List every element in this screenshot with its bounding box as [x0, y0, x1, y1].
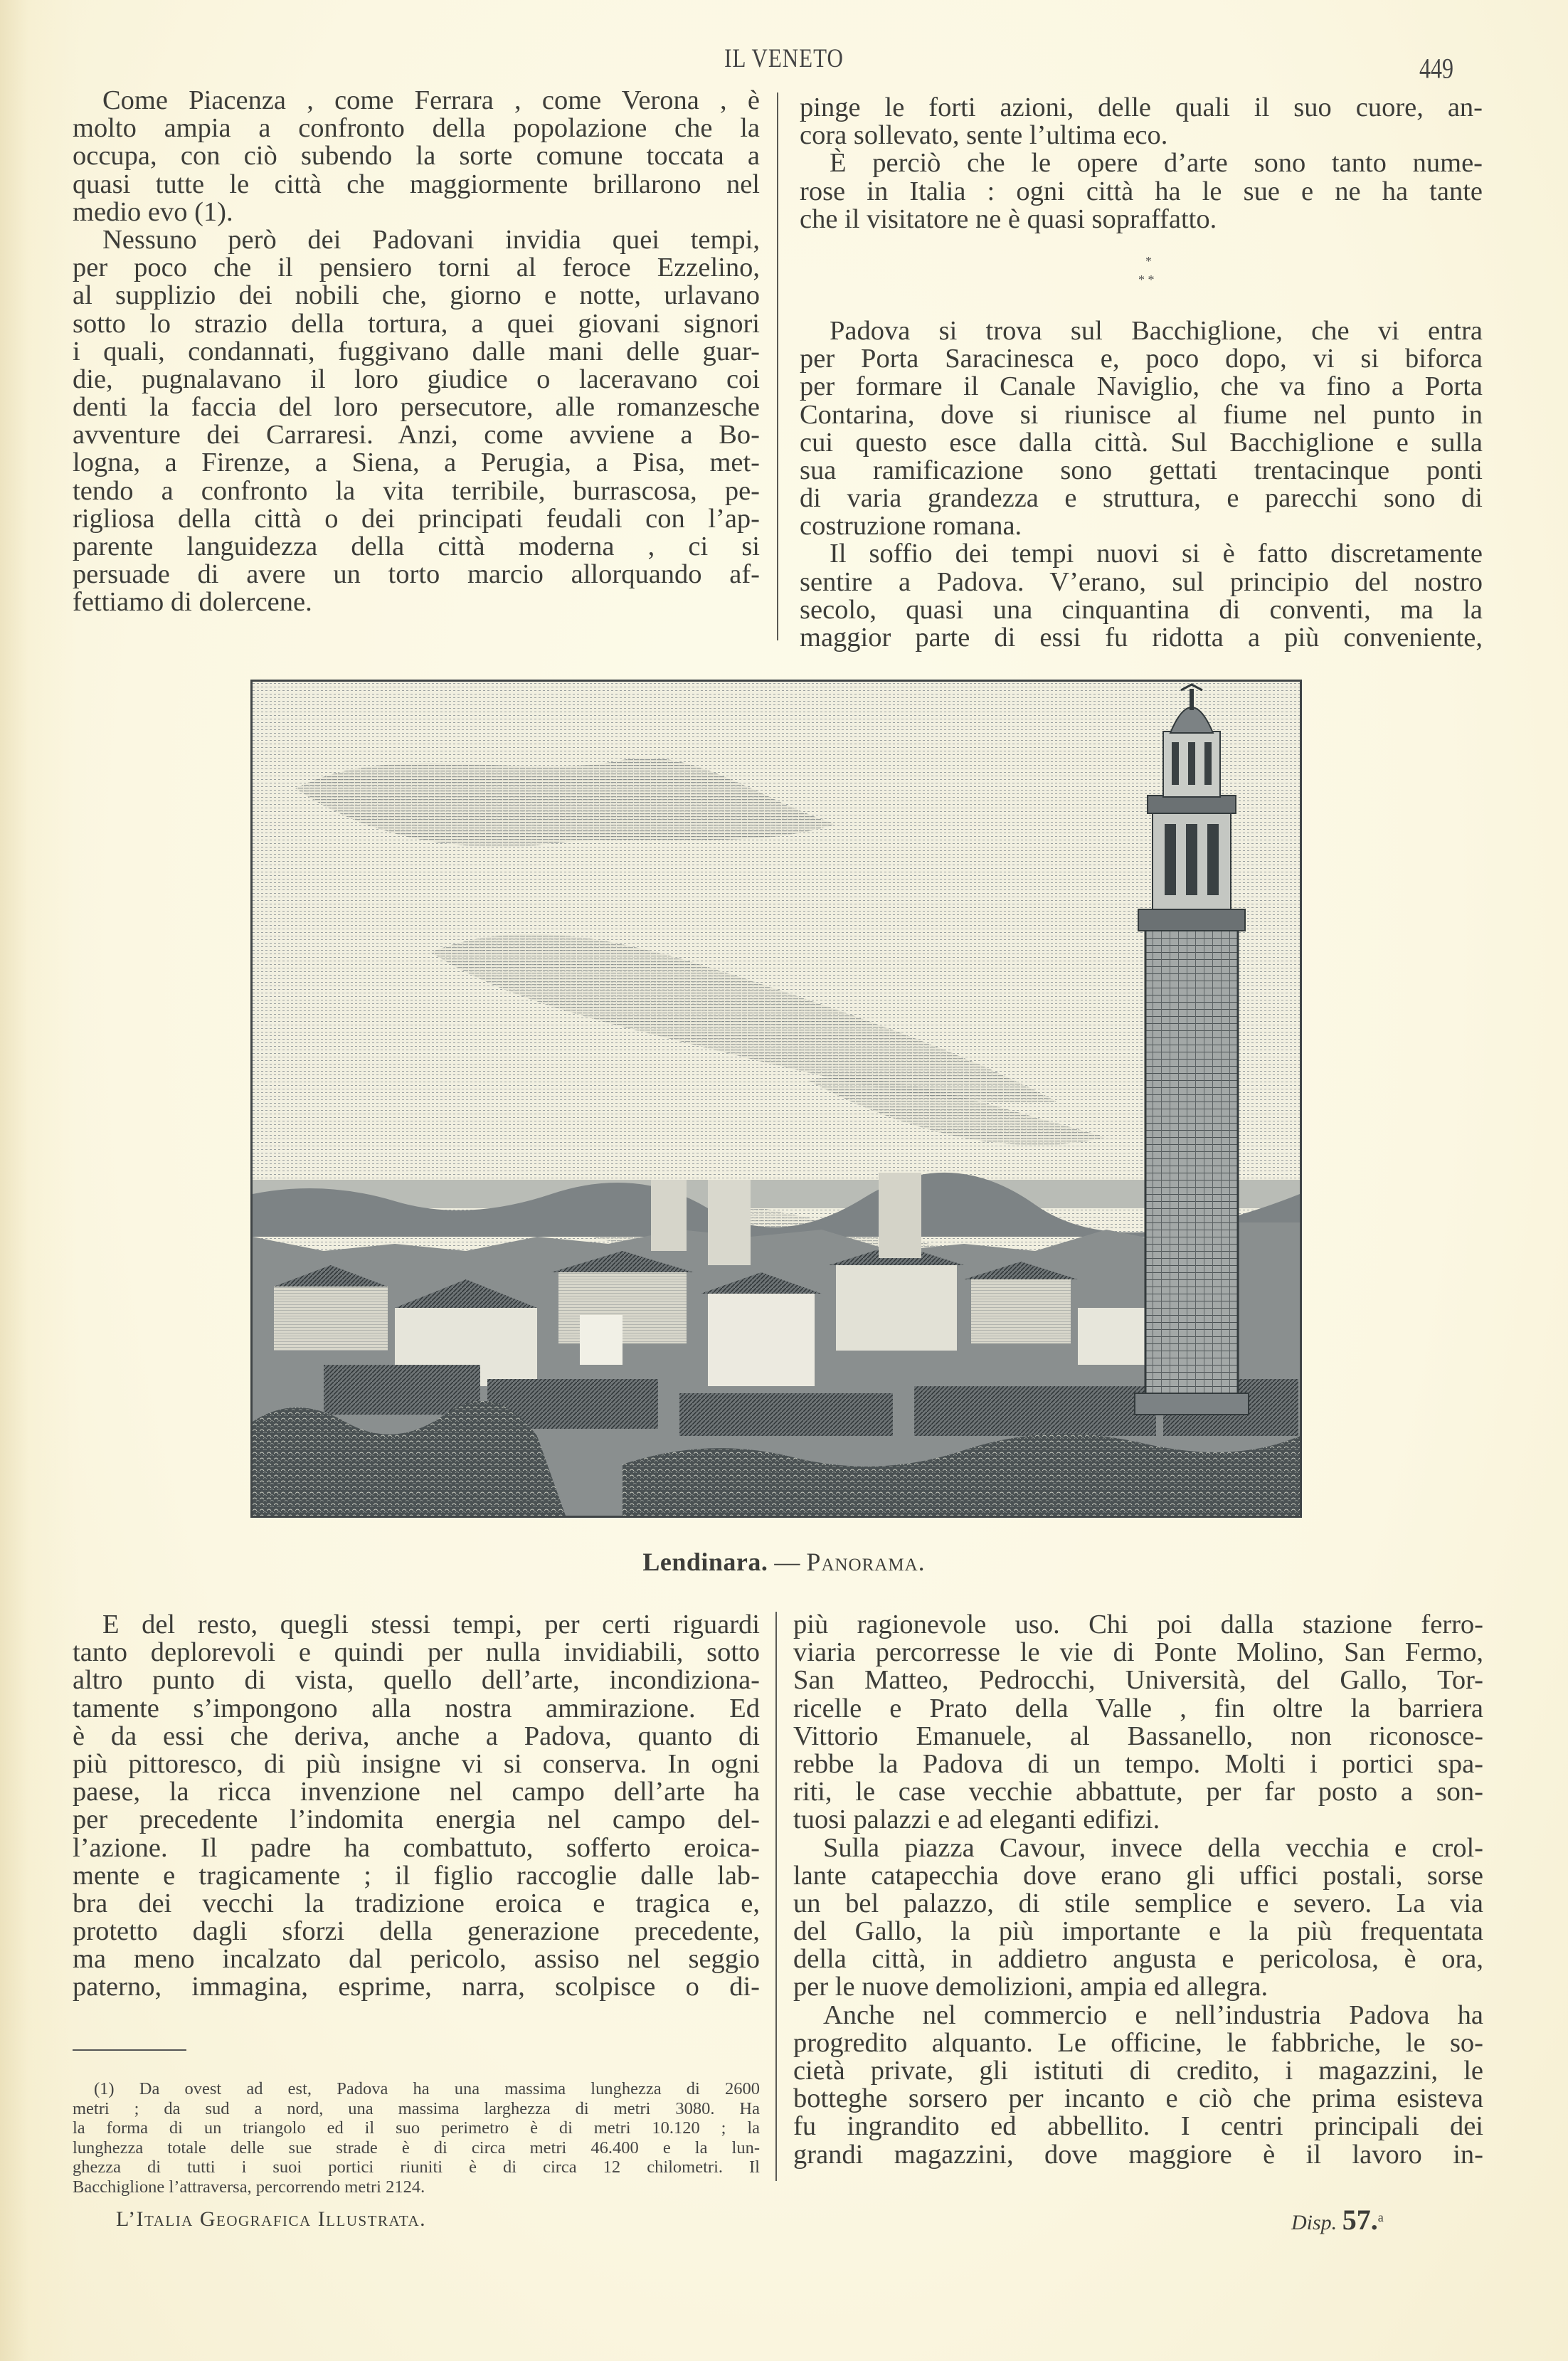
signature-suffix: a: [1377, 2210, 1384, 2224]
page-number: 449: [1419, 52, 1453, 85]
text-line: molto ampia a confronto della popolazione che la: [73, 113, 760, 144]
text-line: ma meno incalzato dal pericolo, assiso nel seggio: [73, 1944, 760, 1975]
top-left-column: [73, 87, 760, 617]
text-line: al supplizio dei nobili che, giorno e notte, urlavano: [73, 280, 760, 311]
text-line: maggior parte di essi fu ridotta a più conveniente,: [800, 623, 1483, 653]
text-line: È perciò che le opere d’arte sono tanto nume-: [830, 148, 1483, 179]
text-line: rigliosa della città o dei principati feudali con l’ap-: [73, 503, 760, 534]
text-line: Come Piacenza , come Ferrara , come Verona , è: [102, 85, 760, 115]
text-line: altro punto di vista, quello dell’arte, incondiziona-: [73, 1665, 760, 1696]
text-line: Contarina, dove si riunisce al fiume nel punto in: [800, 399, 1483, 430]
text-line: per formare il Canale Naviglio, che va fino a Porta: [800, 371, 1483, 402]
text-line: l’azione. Il padre ha combattuto, sofferto eroica-: [73, 1832, 760, 1863]
text-line: progredito alquanto. Le officine, le fabbriche, le so-: [793, 2027, 1483, 2058]
top-right-column: [800, 94, 1483, 652]
text-line: per le nuove demolizioni, ampia ed allegra.: [793, 1972, 1268, 2002]
text-line: metri ; da sud a nord, una massima larghezza di metri 3080. Ha: [73, 2098, 760, 2118]
text-line: per precedente l’indomita energia nel campo del-: [73, 1805, 760, 1835]
caption-place: Lendinara.: [642, 1548, 768, 1576]
text-line: tamente s’impongono alla nostra ammirazione. Ed: [73, 1693, 760, 1723]
horizon: [253, 1180, 1300, 1208]
text-line: paterno, immagina, esprime, narra, scolpisce o di-: [73, 1972, 760, 2002]
text-line: E del resto, quegli stessi tempi, per certi riguardi: [102, 1610, 760, 1639]
paragraphs-after-break: [800, 317, 1483, 652]
text-line: secolo, quasi una cinquantina di conventi, ma la: [800, 594, 1483, 625]
text-line: avventure dei Carraresi. Anzi, come avviene a Bo-: [73, 420, 760, 450]
section-break: [800, 233, 1483, 317]
text-line: viaria percorresse le vie di Ponte Molino, San Fermo,: [793, 1637, 1483, 1668]
text-line: mente e tragicamente ; il figlio raccoglie dalle lab-: [73, 1860, 760, 1891]
dinkus-bottom: * *: [1138, 272, 1155, 287]
text-line: Bacchiglione l’attraversa, percorrendo metri 2124.: [73, 2177, 425, 2197]
text-line: parente languidezza della città moderna , ci si: [73, 532, 760, 561]
text-line: (1) Da ovest ad est, Padova ha una massima lunghezza di 2600: [94, 2079, 760, 2098]
signature-mark: [1291, 2203, 1384, 2236]
text-line: cietà private, gli istituti di credito, i magazzini, le: [793, 2056, 1483, 2086]
text-line: Vittorio Emanuele, al Bassanello, non riconosce-: [793, 1721, 1483, 1751]
text-line: ghezza di tutti i suoi portici riuniti è di circa 12 chilometri. Il: [73, 2157, 760, 2177]
text-line: sotto lo strazio della tortura, a quei giovani signori: [73, 308, 760, 339]
text-line: tanto deplorevoli e quindi per nulla invidiabili, sotto: [73, 1637, 760, 1668]
column-divider: [775, 1612, 777, 2181]
caption-title: Panorama.: [806, 1548, 926, 1576]
column-divider: [777, 93, 778, 640]
text-line: rebbe la Padova di un tempo. Molti i portici spa-: [793, 1748, 1483, 1779]
text-line: ricelle e Prato della Valle , fin oltre la barriera: [793, 1693, 1483, 1723]
text-line: fettiamo di dolercene.: [73, 587, 312, 618]
text-line: quasi tutte le città che maggiormente brillarono nel: [73, 169, 760, 199]
text-line: botteghe sorsero per incanto e ciò che prima esisteva: [793, 2083, 1483, 2114]
text-line: per Porta Saracinesca e, poco dopo, vi si biforca: [800, 344, 1483, 374]
text-line: Padova si trova sul Bacchiglione, che vi entra: [830, 315, 1483, 346]
text-line: Il soffio dei tempi nuovi si è fatto discretamente: [830, 539, 1483, 569]
text-line: occupa, con ciò subendo la sorte comune toccata a: [73, 141, 760, 171]
text-line: lante catapecchia dove erano gli uffici postali, sorse: [793, 1860, 1483, 1891]
footnote: [73, 2079, 760, 2197]
text-line: cora sollevato, sente l’ultima eco.: [800, 120, 1168, 151]
text-line: San Matteo, Pedrocchi, Università, del Gallo, Tor-: [793, 1665, 1483, 1696]
bottom-left-column: [73, 1611, 760, 2002]
text-line: i quali, condannati, fuggivano dalle mani delle guar-: [73, 336, 760, 366]
text-line: medio evo (1).: [73, 196, 233, 227]
text-line: sua ramificazione sono gettati trentacinque ponti: [800, 455, 1483, 485]
text-line: Anche nel commercio e nell’industria Padova ha: [823, 2000, 1483, 2030]
text-line: paese, la ricca invenzione nel campo dell’arte ha: [73, 1777, 760, 1807]
text-line: fu ingrandito ed abbellito. I centri principali dei: [793, 2111, 1483, 2142]
text-line: che il visitatore ne è quasi sopraffatto.: [800, 204, 1217, 234]
book-title: L’Italia Geografica Illustrata.: [116, 2207, 427, 2231]
text-line: grandi magazzini, dove maggiore è il lavoro in-: [793, 2139, 1483, 2170]
running-head: IL VENETO: [724, 43, 844, 73]
text-line: costruzione romana.: [800, 511, 1022, 542]
footnote-rule: [73, 2049, 186, 2051]
caption-dash: —: [774, 1548, 800, 1576]
text-line: Nessuno però dei Padovani invidia quei tempi,: [102, 224, 760, 255]
paragraphs-before-break: [800, 94, 1483, 233]
text-line: un bel palazzo, di stile semplice e severo. La via: [793, 1888, 1483, 1918]
text-line: pinge le forti azioni, delle quali il suo cuore, an-: [800, 93, 1483, 122]
text-line: Sulla piazza Cavour, invece della vecchia e crol-: [823, 1832, 1483, 1863]
text-line: cui questo esce dalla città. Sul Bacchiglione e sulla: [800, 427, 1483, 458]
panorama-engraving: [253, 682, 1300, 1516]
text-line: è da essi che deriva, anche a Padova, quanto di: [73, 1721, 760, 1751]
text-line: rose in Italia : ogni città ha le sue e ne ha tante: [800, 176, 1483, 206]
signature-number: 57.: [1342, 2204, 1378, 2236]
text-line: persuade di avere un torto marcio allorquando af-: [73, 559, 760, 590]
text-line: tuosi palazzi e ad eleganti edifizi.: [793, 1805, 1160, 1835]
text-line: protetto dagli sforzi della generazione precedente,: [73, 1916, 760, 1947]
text-line: denti la faccia del loro persecutore, alle romanzesche: [73, 392, 760, 423]
text-line: lunghezza totale delle sue strade è di circa metri 46.400 e la lun-: [73, 2138, 760, 2157]
text-line: la forma di un triangolo ed il suo perimetro è di metri 10.120 ; la: [73, 2118, 760, 2138]
text-line: bra dei vecchi la tradizione eroica e tragica e,: [73, 1888, 760, 1918]
text-line: per poco che il pensiero torni al feroce Ezzelino,: [73, 253, 760, 283]
text-line: sentire a Padova. V’erano, sul principio del nostro: [800, 566, 1483, 597]
text-line: del Gallo, la più importante e la più frequentata: [793, 1916, 1483, 1947]
bottom-right-column: [793, 1611, 1483, 2169]
text-line: di varia grandezza e struttura, e parecchi sono di: [800, 483, 1483, 514]
text-line: tendo a confronto la vita terribile, burrascosa, pe-: [73, 475, 760, 506]
figure-caption: [0, 1547, 1568, 1577]
dinkus-top: *: [1145, 253, 1152, 268]
text-line: logna, a Firenze, a Siena, a Perugia, a Pisa, met-: [73, 448, 760, 478]
text-line: riti, le case vecchie abbattute, per far posto a son-: [793, 1777, 1483, 1807]
text-line: più ragionevole uso. Chi poi dalla stazione ferro-: [793, 1610, 1483, 1639]
engraving-illustration: [250, 680, 1302, 1518]
text-line: più pittoresco, di più insigne vi si conserva. In ogni: [73, 1748, 760, 1779]
signature-label: Disp.: [1291, 2211, 1337, 2234]
text-line: die, pugnalavano il loro giudice o laceravano coi: [73, 364, 760, 394]
text-line: della città, in addietro angusta e pericolosa, è ora,: [793, 1944, 1483, 1975]
